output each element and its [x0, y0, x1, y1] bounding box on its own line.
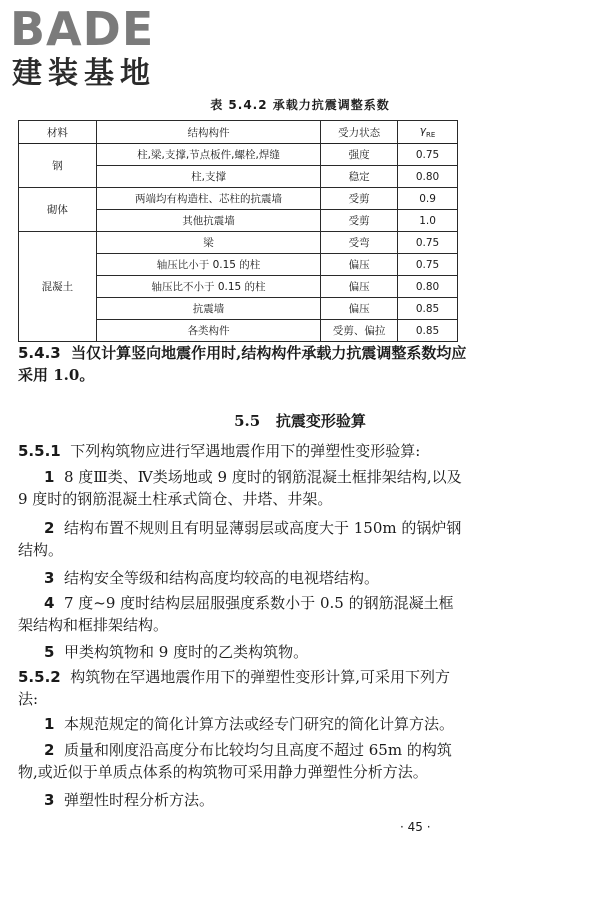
value-cell: 1.0	[398, 210, 458, 232]
list-item	[18, 466, 468, 510]
list-item	[18, 713, 468, 735]
logo-brand: BADE	[10, 2, 155, 56]
clause-number: 5.5.2	[18, 668, 61, 686]
section-number: 5.5	[234, 412, 261, 430]
component-cell: 柱,梁,支撑,节点板件,螺栓,焊缝	[96, 144, 320, 166]
clause-5-4-3	[18, 342, 468, 386]
logo-subtitle: 建装基地	[12, 56, 156, 91]
item-number: 5	[44, 643, 55, 661]
clause-5-5-1	[18, 440, 468, 462]
clause-number: 5.4.3	[18, 344, 61, 362]
component-cell: 轴压比不小于 0.15 的柱	[96, 276, 320, 298]
value-cell: 0.80	[398, 166, 458, 188]
component-cell: 轴压比小于 0.15 的柱	[96, 254, 320, 276]
material-cell: 砌体	[19, 188, 97, 232]
clause-text: 构筑物在罕遇地震作用下的弹塑性变形计算,可采用下列方法:	[18, 668, 451, 708]
state-cell: 强度	[321, 144, 398, 166]
item-number: 2	[44, 741, 55, 759]
table-title: 表 5.4.2 承载力抗震调整系数	[210, 98, 390, 112]
item-number: 4	[44, 594, 55, 612]
component-cell: 其他抗震墙	[96, 210, 320, 232]
value-cell: 0.75	[398, 254, 458, 276]
value-cell: 0.80	[398, 276, 458, 298]
list-item	[18, 739, 468, 783]
item-text: 结构布置不规则且有明显薄弱层或高度大于 150m 的锅炉钢结构。	[18, 519, 462, 559]
item-number: 2	[44, 519, 55, 537]
list-item	[18, 567, 468, 589]
material-cell: 钢	[19, 144, 97, 188]
section-heading: 抗震变形验算	[275, 412, 366, 430]
table-header-row	[19, 121, 458, 144]
item-text: 本规范规定的简化计算方法或经专门研究的简化计算方法。	[63, 715, 454, 733]
component-cell: 梁	[96, 232, 320, 254]
item-text: 7 度~9 度时结构层屈服强度系数小于 0.5 的钢筋混凝土框架结构和框排架结构。	[18, 594, 454, 634]
component-cell: 各类构件	[96, 320, 320, 342]
state-cell: 受剪	[321, 210, 398, 232]
header-gamma: $\gamma_{RE}$	[398, 121, 458, 144]
clause-text: 当仅计算竖向地震作用时,结构构件承载力抗震调整系数均应采用 1.0。	[18, 344, 467, 384]
state-cell: 受剪、偏拉	[321, 320, 398, 342]
seismic-adjustment-table	[18, 120, 458, 342]
item-text: 质量和刚度沿高度分布比较均匀且高度不超过 65m 的构筑物,或近似于单质点体系的构筑物可采用静力弹塑性分析方法。	[18, 741, 452, 781]
clause-5-5-2	[18, 666, 468, 710]
value-cell: 0.75	[398, 232, 458, 254]
page-number: · 45 ·	[400, 820, 431, 834]
item-number: 3	[44, 569, 55, 587]
section-title	[0, 410, 600, 431]
material-cell: 混凝土	[19, 232, 97, 342]
state-cell: 受剪	[321, 188, 398, 210]
state-cell: 偏压	[321, 298, 398, 320]
header-component: 结构构件	[96, 121, 320, 144]
publisher-logo	[10, 4, 180, 94]
list-item	[18, 592, 468, 636]
state-cell: 受弯	[321, 232, 398, 254]
table-row	[19, 144, 458, 166]
value-cell: 0.9	[398, 188, 458, 210]
item-number: 1	[44, 468, 55, 486]
list-item	[18, 517, 468, 561]
item-text: 甲类构筑物和 9 度时的乙类构筑物。	[63, 643, 309, 661]
clause-number: 5.5.1	[18, 442, 61, 460]
state-cell: 偏压	[321, 254, 398, 276]
item-text: 8 度Ⅲ类、Ⅳ类场地或 9 度时的钢筋混凝土框排架结构,以及 9 度时的钢筋混凝土柱承式筒仓、井塔、井架。	[18, 468, 462, 508]
table-row	[19, 232, 458, 254]
item-text: 结构安全等级和结构高度均较高的电视塔结构。	[63, 569, 379, 587]
item-text: 弹塑性时程分析方法。	[63, 791, 214, 809]
header-material: 材料	[19, 121, 97, 144]
component-cell: 两端均有构造柱、芯柱的抗震墙	[96, 188, 320, 210]
list-item	[18, 641, 468, 663]
value-cell: 0.85	[398, 298, 458, 320]
list-item	[18, 789, 468, 811]
table-row	[19, 188, 458, 210]
value-cell: 0.75	[398, 144, 458, 166]
item-number: 1	[44, 715, 55, 733]
value-cell: 0.85	[398, 320, 458, 342]
clause-text: 下列构筑物应进行罕遇地震作用下的弹塑性变形验算:	[70, 442, 421, 460]
component-cell: 柱,支撑	[96, 166, 320, 188]
state-cell: 稳定	[321, 166, 398, 188]
item-number: 3	[44, 791, 55, 809]
component-cell: 抗震墙	[96, 298, 320, 320]
header-state: 受力状态	[321, 121, 398, 144]
state-cell: 偏压	[321, 276, 398, 298]
